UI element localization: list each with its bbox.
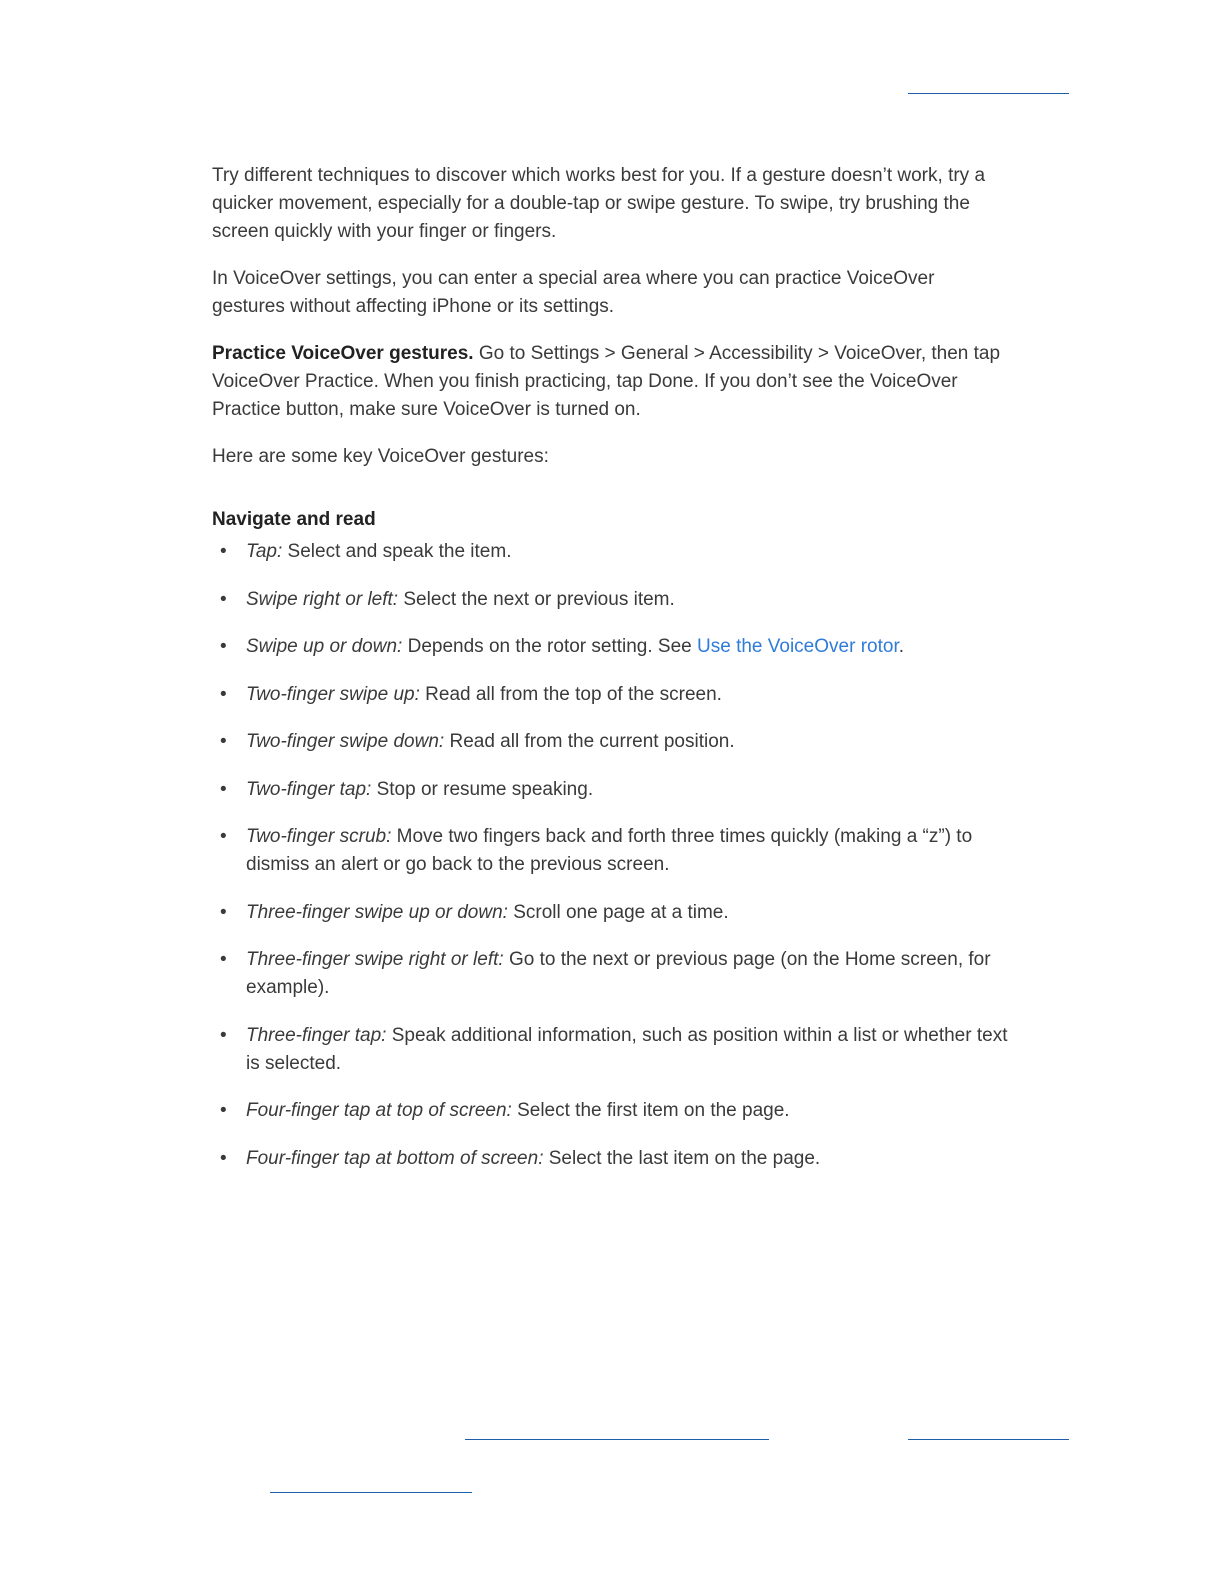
gesture-description: Depends on the rotor setting. See: [402, 636, 698, 657]
paragraph-key-gestures: Here are some key VoiceOver gestures:: [212, 446, 549, 467]
gesture-term: Four-finger tap at bottom of screen:: [246, 1147, 544, 1169]
list-item: [212, 681, 1012, 709]
list-item: [212, 1097, 1012, 1125]
gesture-term: Three-finger tap:: [246, 1024, 387, 1046]
gesture-description: Scroll one page at a time.: [507, 901, 729, 923]
bullet-icon: •: [220, 636, 227, 657]
list-item: [212, 538, 1012, 566]
bullet-icon: •: [220, 778, 227, 800]
voiceover-rotor-link[interactable]: Use the VoiceOver rotor: [697, 636, 899, 657]
list-item: [212, 1022, 1012, 1078]
bullet-icon: •: [220, 901, 227, 923]
paragraph-practice-area: In VoiceOver settings, you can enter a special area where you can practice VoiceOver gestures without affecting iPhone or its settings.: [212, 268, 935, 317]
list-item: [212, 946, 1012, 1002]
gesture-description: Move two fingers back and forth three times quickly (making a “z”) to dismiss an alert or go back to the previous screen.: [246, 826, 973, 875]
list-item: [212, 899, 1012, 927]
list-item: [212, 1145, 1012, 1173]
gesture-term: Swipe up or down:: [246, 636, 403, 657]
gesture-description: Select the last item on the page.: [543, 1147, 821, 1169]
footer-link-underline[interactable]: [465, 1439, 769, 1440]
gesture-list: [212, 538, 1012, 1173]
gesture-term: Three-finger swipe right or left:: [246, 949, 504, 970]
gesture-term: Tap:: [246, 541, 283, 562]
section-heading: Navigate and read: [212, 509, 376, 530]
list-item: [212, 776, 1012, 804]
list-item: [212, 586, 1012, 614]
list-item: [212, 633, 1012, 661]
footer-link-underline[interactable]: [270, 1492, 472, 1493]
bullet-icon: •: [220, 949, 227, 970]
bullet-icon: •: [220, 1024, 227, 1046]
paragraph-practice-gestures: [212, 340, 1012, 424]
gesture-term: Two-finger scrub:: [246, 826, 392, 847]
gesture-description: Stop or resume speaking.: [371, 778, 594, 800]
gesture-description: Select the first item on the page.: [511, 1100, 790, 1121]
footer-link-underline[interactable]: [908, 1439, 1069, 1440]
bullet-icon: •: [220, 683, 227, 705]
gesture-description: Go to the next or previous page (on the Home screen, for example).: [246, 949, 991, 998]
bullet-icon: •: [220, 826, 227, 847]
bullet-icon: •: [220, 541, 227, 562]
gesture-description: Select the next or previous item.: [398, 588, 675, 610]
gesture-term: Two-finger tap:: [246, 778, 372, 800]
gesture-term: Two-finger swipe down:: [246, 731, 445, 752]
gesture-description-end: .: [898, 636, 905, 657]
document-body: [212, 162, 1012, 1192]
gesture-term: Swipe right or left:: [246, 588, 399, 610]
practice-gestures-text: Go to Settings > General > Accessibility > VoiceOver, then tap VoiceOver Practice. When you finish practicing, tap Done. If you don’t see the VoiceOver Practice button, make sure VoiceOver is turned on.: [212, 343, 1001, 420]
list-item: [212, 728, 1012, 756]
list-item: [212, 823, 1012, 879]
gesture-description: Speak additional information, such as position within a list or whether text is selected.: [246, 1024, 1008, 1074]
gesture-term: Three-finger swipe up or down:: [246, 901, 508, 923]
gesture-description: Read all from the top of the screen.: [419, 683, 722, 705]
bullet-icon: •: [220, 731, 227, 752]
paragraph-techniques: Try different techniques to discover which works best for you. If a gesture doesn’t work, try a quicker movement, especially for a double-tap or swipe gesture. To swipe, try brushing the screen quickly with your finger or fingers.: [212, 165, 986, 242]
bullet-icon: •: [220, 1100, 227, 1121]
bullet-icon: •: [220, 588, 227, 610]
gesture-description: Select and speak the item.: [282, 541, 512, 562]
gesture-term: Four-finger tap at top of screen:: [246, 1100, 512, 1121]
gesture-term: Two-finger swipe up:: [246, 683, 420, 705]
practice-gestures-lead: Practice VoiceOver gestures.: [212, 343, 474, 364]
gesture-description: Read all from the current position.: [444, 731, 735, 752]
bullet-icon: •: [220, 1147, 227, 1169]
header-link-underline[interactable]: [908, 93, 1069, 94]
